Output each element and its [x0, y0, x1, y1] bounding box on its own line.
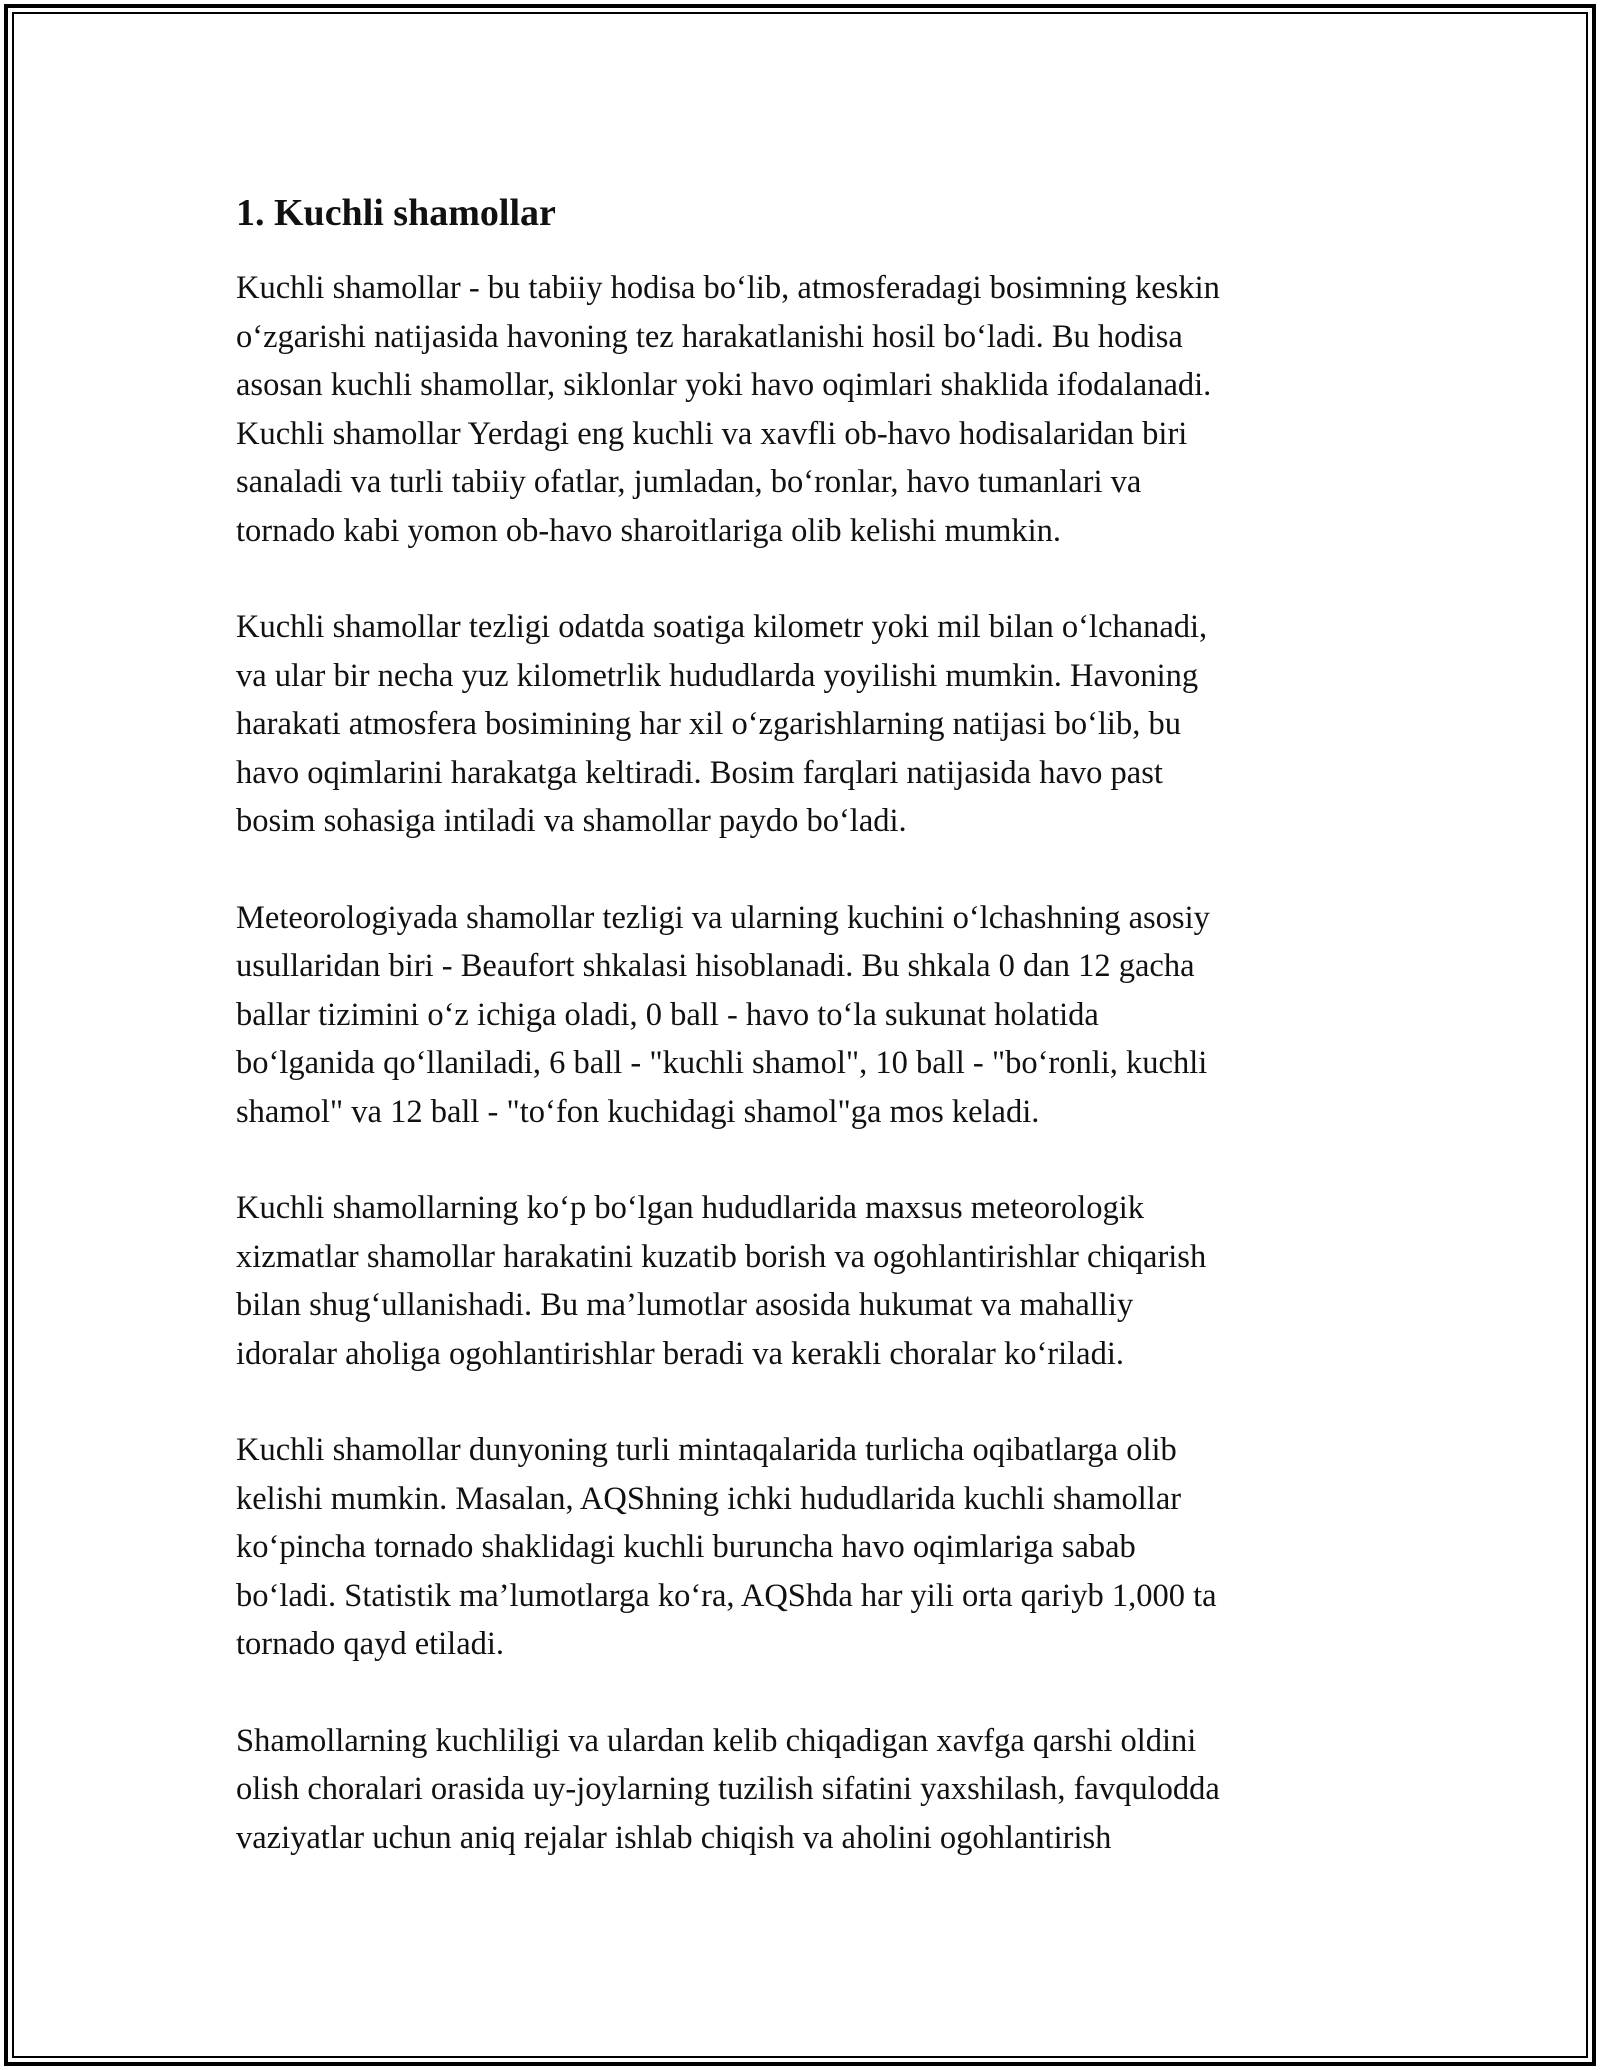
- paragraph-line: bo‘lganida qo‘llaniladi, 6 ball - "kuchli shamol", 10 ball - "bo‘ronli, kuchli: [236, 1045, 1208, 1081]
- paragraph-line: Kuchli shamollar - bu tabiiy hodisa bo‘lib, atmosferadagi bosimning keskin: [236, 270, 1220, 306]
- paragraph-line: ko‘pincha tornado shaklidagi kuchli buruncha havo oqimlariga sabab: [236, 1529, 1136, 1565]
- paragraph-line: tornado qayd etiladi.: [236, 1626, 505, 1662]
- paragraph-line: va ular bir necha yuz kilometrlik hududlarda yoyilishi mumkin. Havoning: [236, 657, 1199, 694]
- paragraph-line: asosan kuchli shamollar, siklonlar yoki havo oqimlari shaklida ifodalanadi.: [236, 367, 1212, 403]
- paragraph-6: [236, 1717, 1366, 1863]
- paragraph-line: ballar tizimini o‘z ichiga oladi, 0 ball - havo to‘la sukunat holatida: [236, 996, 1099, 1033]
- paragraph-5: [236, 1426, 1366, 1669]
- paragraph-line: vaziyatlar uchun aniq rejalar ishlab chiqish va aholini ogohlantirish: [236, 1819, 1112, 1856]
- paragraph-line: usullaridan biri - Beaufort shkalasi hisoblanadi. Bu shkala 0 dan 12 gacha: [236, 948, 1195, 984]
- paragraph-4: [236, 1184, 1366, 1378]
- paragraph-line: kelishi mumkin. Masalan, AQShning ichki hududlarida kuchli shamollar: [236, 1480, 1182, 1517]
- paragraph-2: [236, 603, 1366, 846]
- document-body: [236, 186, 1366, 1910]
- paragraph-line: bilan shug‘ullanishadi. Bu ma’lumotlar asosida hukumat va mahalliy: [236, 1287, 1134, 1323]
- paragraph-3: [236, 894, 1366, 1137]
- paragraph-line: Kuchli shamollar Yerdagi eng kuchli va xavfli ob-havo hodisalaridan biri: [236, 415, 1188, 452]
- paragraph-line: bosim sohasiga intiladi va shamollar paydo bo‘ladi.: [236, 803, 907, 839]
- paragraph-line: shamol" va 12 ball - "to‘fon kuchidagi shamol"ga mos keladi.: [236, 1093, 1040, 1130]
- paragraph-line: Kuchli shamollarning ko‘p bo‘lgan hududlarida maxsus meteorologik: [236, 1190, 1145, 1226]
- paragraph-line: o‘zgarishi natijasida havoning tez harakatlanishi hosil bo‘ladi. Bu hodisa: [236, 318, 1183, 355]
- paragraph-line: harakati atmosfera bosimining har xil o‘zgarishlarning natijasi bo‘lib, bu: [236, 706, 1181, 742]
- paragraph-line: Kuchli shamollar tezligi odatda soatiga kilometr yoki mil bilan o‘lchanadi,: [236, 609, 1208, 645]
- paragraph-line: tornado kabi yomon ob-havo sharoitlariga olib kelishi mumkin.: [236, 512, 1062, 549]
- section-heading: 1. Kuchli shamollar: [236, 192, 556, 234]
- paragraph-line: sanaladi va turli tabiiy ofatlar, jumladan, bo‘ronlar, havo tumanlari va: [236, 464, 1142, 500]
- paragraph-line: olish choralari orasida uy-joylarning tuzilish sifatini yaxshilash, favqulodda: [236, 1771, 1220, 1807]
- paragraph-line: bo‘ladi. Statistik ma’lumotlarga ko‘ra, AQShda har yili orta qariyb 1,000 ta: [236, 1577, 1217, 1614]
- paragraph-line: xizmatlar shamollar harakatini kuzatib borish va ogohlantirishlar chiqarish: [236, 1238, 1207, 1275]
- paragraph-line: Meteorologiyada shamollar tezligi va ularning kuchini o‘lchashning asosiy: [236, 899, 1210, 936]
- paragraph-line: Shamollarning kuchliligi va ulardan kelib chiqadigan xavfga qarshi oldini: [236, 1722, 1197, 1759]
- paragraph-line: idoralar aholiga ogohlantirishlar beradi va kerakli choralar ko‘riladi.: [236, 1335, 1124, 1372]
- paragraph-1: [236, 264, 1366, 555]
- paragraph-line: havo oqimlarini harakatga keltiradi. Bosim farqlari natijasida havo past: [236, 754, 1163, 791]
- paragraph-line: Kuchli shamollar dunyoning turli mintaqalarida turlicha oqibatlarga olib: [236, 1432, 1177, 1468]
